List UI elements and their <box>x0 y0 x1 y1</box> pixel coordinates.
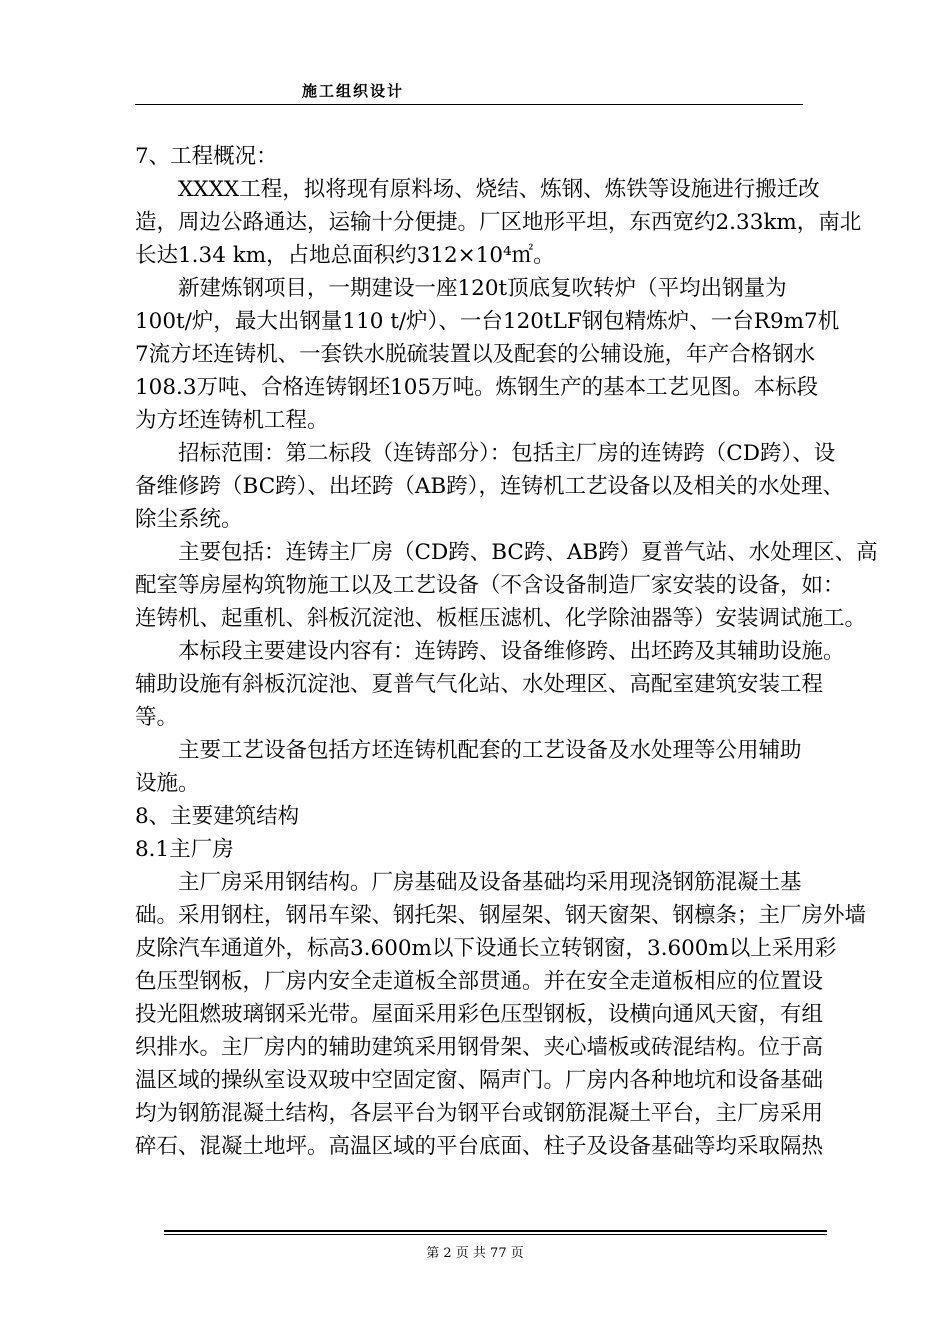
header-title: 施工组织设计 <box>302 82 405 100</box>
paragraph-line: 辅助设施有斜板沉淀池、夏普气气化站、水处理区、高配室建筑安装工程 <box>135 672 824 697</box>
paragraph-line: 除尘系统。 <box>135 507 243 532</box>
paragraph-line: 新建炼钢项目，一期建设一座120t顶底复吹转炉（平均出钢量为 <box>178 276 787 301</box>
paragraph-line: 织排水。主厂房内的辅助建筑采用钢骨架、夹心墙板或砖混结构。位于高 <box>135 1035 824 1060</box>
section-heading: 7、工程概况： <box>135 144 278 169</box>
paragraph-line: 主要包括：连铸主厂房（CD跨、BC跨、AB跨）夏普气站、水处理区、高 <box>178 540 878 565</box>
paragraph-line: 本标段主要建设内容有：连铸跨、设备维修跨、出坯跨及其辅助设施。 <box>178 639 845 664</box>
paragraph-line: 温区域的操纵室设双玻中空固定窗、隔声门。厂房内各种地坑和设备基础 <box>135 1068 824 1093</box>
paragraph-line: 等。 <box>135 705 179 730</box>
paragraph-line: 108.3万吨、合格连铸钢坯105万吨。炼钢生产的基本工艺见图。本标段 <box>135 375 819 400</box>
paragraph-line: 7流方坯连铸机、一套铁水脱硫装置以及配套的公辅设施，年产合格钢水 <box>135 342 816 367</box>
header-rule <box>135 104 803 105</box>
footer-rule-thin <box>164 1234 827 1235</box>
paragraph-line: 连铸机、起重机、斜板沉淀池、板框压滤机、化学除油器等）安装调试施工。 <box>135 606 867 631</box>
paragraph-line: 主要工艺设备包括方坯连铸机配套的工艺设备及水处理等公用辅助 <box>178 738 802 763</box>
paragraph-line: 设施。 <box>135 771 200 796</box>
paragraph-line: 础。采用钢柱，钢吊车梁、钢托架、钢屋架、钢天窗架、钢檩条；主厂房外墙 <box>135 903 867 928</box>
paragraph-line: 色压型钢板，厂房内安全走道板全部贯通。并在安全走道板相应的位置设 <box>135 969 824 994</box>
paragraph-line: 造，周边公路通达，运输十分便捷。厂区地形平坦，东西宽约2.33km，南北 <box>135 210 862 235</box>
section-heading: 8、主要建筑结构 <box>135 804 300 829</box>
document-body <box>135 140 878 1163</box>
paragraph-line: 碎石、混凝土地坪。高温区域的平台底面、柱子及设备基础等均采取隔热 <box>135 1134 824 1159</box>
paragraph-line: 均为钢筋混凝土结构，各层平台为钢平台或钢筋混凝土平台，主厂房采用 <box>135 1101 824 1126</box>
paragraph-line: 主厂房采用钢结构。厂房基础及设备基础均采用现浇钢筋混凝土基 <box>178 870 802 895</box>
paragraph-line: 100t/炉，最大出钢量110 t/炉）、一台120tLF钢包精炼炉、一台R9m7机 <box>135 309 840 334</box>
subsection-heading: 8.1主厂房 <box>135 837 234 862</box>
paragraph-line: 备维修跨（BC跨）、出坯跨（AB跨），连铸机工艺设备以及相关的水处理、 <box>135 474 844 499</box>
paragraph-line: 长达1.34 km，占地总面积约312×10⁴㎡。 <box>135 243 555 268</box>
paragraph-line: 配室等房屋构筑物施工以及工艺设备（不含设备制造厂家安装的设备，如： <box>135 573 845 598</box>
paragraph-line: 招标范围：第二标段（连铸部分）：包括主厂房的连铸跨（CD跨）、设 <box>178 441 836 466</box>
paragraph-line: 投光阻燃玻璃钢采光带。屋面采用彩色压型钢板，设横向通风天窗，有组 <box>135 1002 824 1027</box>
paragraph-line: 皮除汽车通道外，标高3.600m以下设通长立转钢窗，3.600m以上采用彩 <box>135 936 837 961</box>
paragraph-line: XXXX工程，拟将现有原料场、烧结、炼钢、炼铁等设施进行搬迁改 <box>178 177 820 202</box>
page-number: 第 2 页 共 77 页 <box>426 1246 524 1261</box>
footer-rule <box>164 1230 827 1232</box>
paragraph-line: 为方坯连铸机工程。 <box>135 408 329 433</box>
